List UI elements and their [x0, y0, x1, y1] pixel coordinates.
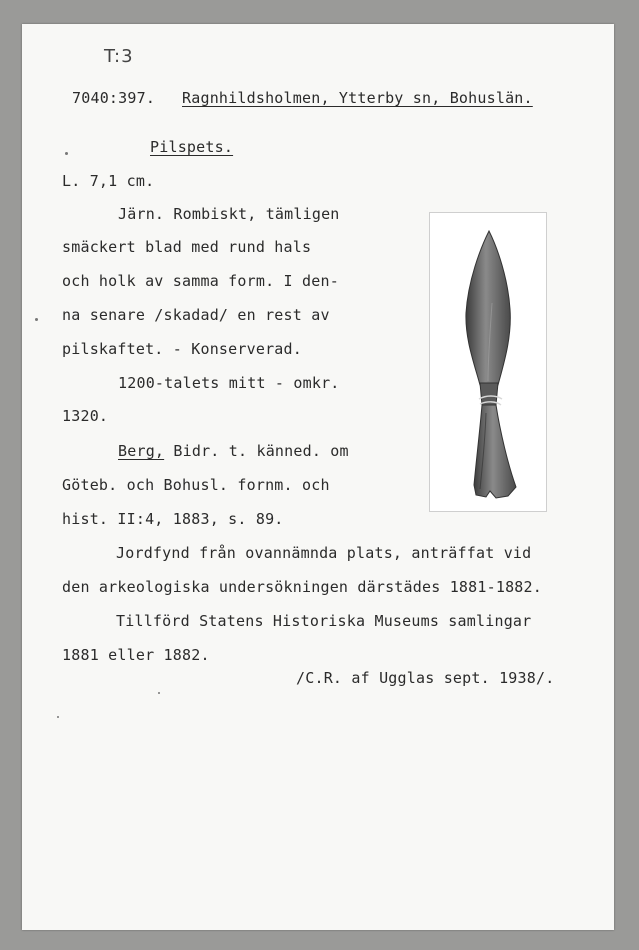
- reference-author: Berg,: [118, 442, 165, 460]
- signature: /C.R. af Ugglas sept. 1938/.: [296, 669, 555, 687]
- reference-line: Göteb. och Bohusl. fornm. och: [62, 476, 330, 494]
- arrowhead-icon: [430, 213, 546, 511]
- acquisition-line: 1881 eller 1882.: [62, 646, 210, 664]
- object-length: L. 7,1 cm.: [62, 172, 155, 190]
- acquisition-line: Tillförd Statens Historiska Museums samlingar: [116, 612, 532, 630]
- object-title: Pilspets.: [150, 138, 234, 156]
- description-line: pilskaftet. - Konserverad.: [62, 340, 302, 358]
- dating-line: 1320.: [62, 407, 109, 425]
- paper-speck: [158, 692, 160, 694]
- find-circumstance-line: Jordfynd från ovannämnda plats, anträffat vid: [116, 544, 532, 562]
- catalog-number: 7040:397.: [72, 89, 156, 107]
- description-line: smäckert blad med rund hals: [62, 238, 312, 256]
- description-line: Järn. Rombiskt, tämligen: [118, 205, 340, 223]
- find-location: Ragnhildsholmen, Ytterby sn, Bohuslän.: [182, 89, 533, 107]
- description-line: na senare /skadad/ en rest av: [62, 306, 330, 324]
- dating-line: 1200-talets mitt - omkr.: [118, 374, 340, 392]
- paper-speck: [35, 318, 38, 321]
- reference-line: hist. II:4, 1883, s. 89.: [62, 510, 284, 528]
- paper-speck: [57, 716, 59, 718]
- find-circumstance-line: den arkeologiska undersökningen därstädes 1881-1882.: [62, 578, 542, 596]
- reference-line: [118, 442, 349, 460]
- reference-title: Bidr. t. känned. om: [164, 442, 349, 460]
- catalog-card: [22, 24, 614, 930]
- description-line: och holk av samma form. I den-: [62, 272, 339, 290]
- arrowhead-photo: [429, 212, 547, 512]
- paper-speck: [65, 152, 68, 155]
- handwritten-mark: T:3: [104, 46, 134, 67]
